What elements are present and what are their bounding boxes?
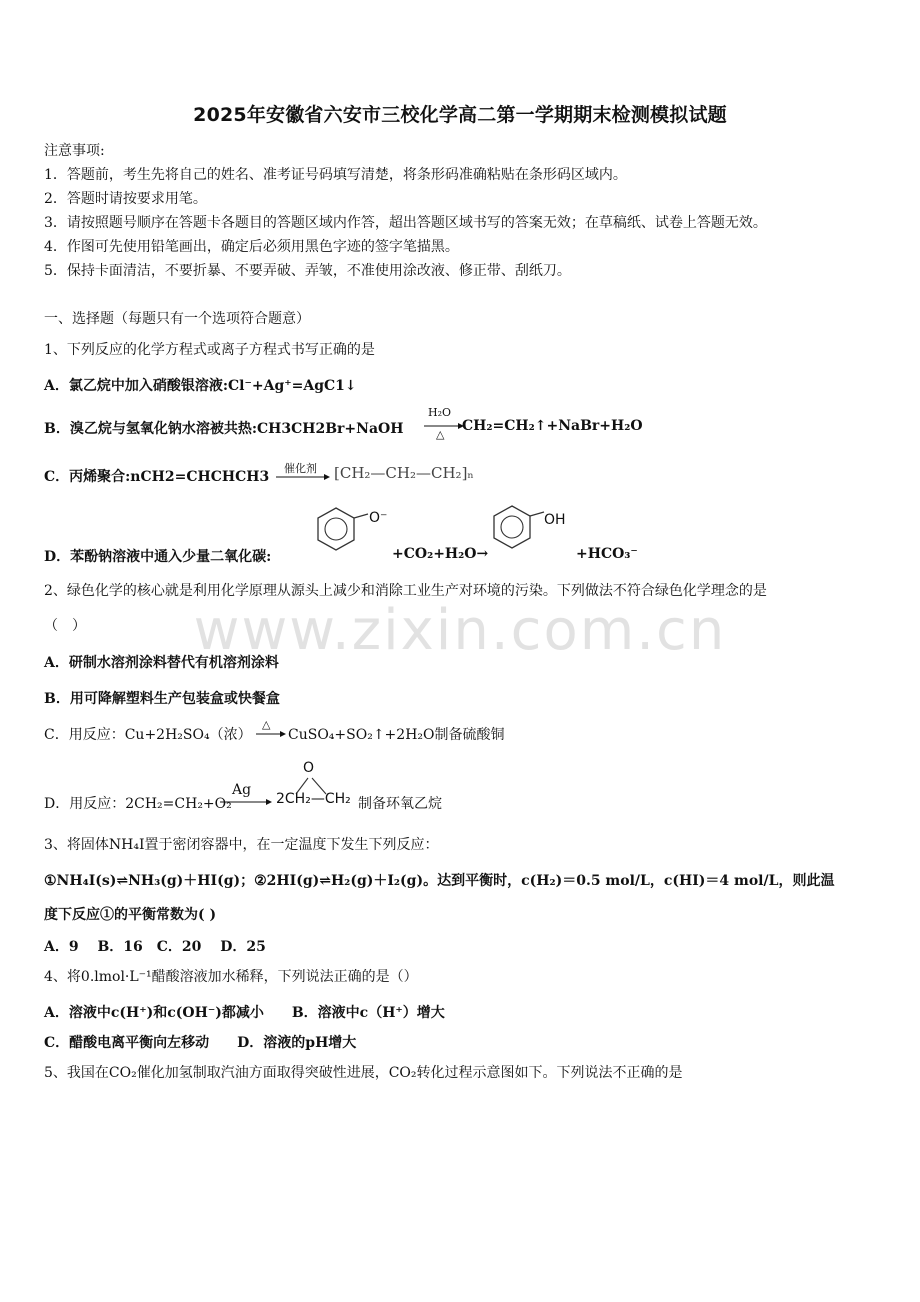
q1-option-d-right: +HCO₃⁻ — [576, 546, 638, 562]
notice-item-4: 4．作图可先使用铅笔画出，确定后必须用黑色字迹的签字笔描黑。 — [44, 239, 459, 255]
q2-option-c-left: C．用反应：Cu+2H₂SO₄（浓） — [44, 727, 252, 743]
q3-options: A．9 B．16 C．20 D．25 — [44, 939, 266, 955]
q4-options-ab: A．溶液中c(H⁺)和c(OH⁻)都减小 B．溶液中c（H⁺）增大 — [44, 1005, 445, 1021]
q1-b-condition-above: H₂O — [428, 406, 452, 419]
q3-equations: ①NH₄I(s)⇌NH₃(g)＋HI(g)；②2HI(g)⇌H₂(g)＋I₂(g)。达到平衡时，c(H₂)＝0.5 mol/L，c(HI)＝4 mol/L，则此温 — [44, 873, 835, 889]
q1-d-phenol-ring-icon — [488, 502, 548, 560]
page-title: 2025年安徽省六安市三校化学高二第一学期期末检测模拟试题 — [193, 104, 727, 126]
q2-option-c-right: CuSO₄+SO₂↑+2H₂O制备硫酸铜 — [288, 727, 505, 743]
q1-c-polymer: [CH₂—CH₂—CH₂]ₙ — [334, 464, 474, 482]
q1-option-b-left: B．溴乙烷与氢氧化钠水溶被共热:CH3CH2Br+NaOH — [44, 421, 404, 437]
notice-item-1: 1．答题前，考生先将自己的姓名、准考证号码填写清楚，将条形码准确粘贴在条形码区域内。 — [44, 167, 627, 183]
q1-d-o-minus: O⁻ — [369, 510, 388, 526]
q4-stem: 4、将0.lmol·L⁻¹醋酸溶液加水稀释，下列说法正确的是（） — [44, 969, 418, 985]
notice-heading: 注意事项: — [44, 143, 105, 159]
q1-option-a: A．氯乙烷中加入硝酸银溶液:Cl⁻+Ag⁺=AgC1↓ — [44, 378, 357, 394]
q1-option-c-left: C．丙烯聚合:nCH2=CHCHCH3 — [44, 469, 270, 485]
notice-item-3: 3．请按照题号顺序在答题卡各题目的答题区域内作答，超出答题区域书写的答案无效；在草稿纸、试卷上答题无效。 — [44, 215, 767, 231]
q2-stem: 2、绿色化学的核心就是利用化学原理从源头上减少和消除工业生产对环境的污染。下列做法不符合绿色化学理念的是 — [44, 583, 767, 599]
q2-option-d-right: 制备环氧乙烷 — [358, 796, 442, 812]
q2-c-arrow-icon — [256, 730, 286, 738]
q2-d-product: 2CH₂—CH₂ — [276, 791, 351, 807]
q2-c-condition: △ — [262, 718, 271, 731]
q1-option-d-mid: +CO₂+H₂O→ — [392, 546, 489, 562]
q1-option-b-right: CH₂=CH₂↑+NaBr+H₂O — [462, 418, 643, 434]
q2-option-a: A．研制水溶剂涂料替代有机溶剂涂料 — [44, 655, 279, 671]
section-heading: 一、选择题（每题只有一个选项符合题意） — [44, 311, 310, 327]
q2-d-epoxide-o: O — [303, 760, 315, 776]
q5-stem: 5、我国在CO₂催化加氢制取汽油方面取得突破性进展，CO₂转化过程示意图如下。下列说法不正确的是 — [44, 1065, 683, 1081]
notice-item-5: 5．保持卡面清洁，不要折暴、不要弄破、弄皱，不准使用涂改液、修正带、刮纸刀。 — [44, 263, 571, 279]
q1-option-d-left: D．苯酚钠溶液中通入少量二氧化碳: — [44, 549, 272, 565]
q3-question: 度下反应①的平衡常数为( ) — [44, 907, 217, 923]
watermark-text: www.zixin.com.cn — [193, 598, 727, 663]
q3-stem: 3、将固体NH₄I置于密闭容器中，在一定温度下发生下列反应： — [44, 837, 439, 853]
q1-d-oh: OH — [544, 512, 566, 528]
q1-stem: 1、下列反应的化学方程式或离子方程式书写正确的是 — [44, 342, 375, 358]
q1-c-catalyst: 催化剂 — [284, 462, 317, 475]
notice-item-2: 2．答题时请按要求用笔。 — [44, 191, 207, 207]
q2-option-b: B．用可降解塑料生产包装盒或快餐盒 — [44, 691, 280, 707]
q2-d-arrow-icon — [220, 798, 272, 806]
q1-b-condition-below: △ — [436, 428, 445, 441]
q4-options-cd: C．醋酸电离平衡向左移动 D．溶液的pH增大 — [44, 1035, 357, 1051]
q2-answer-blank: （ ） — [44, 618, 86, 634]
q2-option-d-left: D．用反应：2CH₂=CH₂+O₂ — [44, 796, 232, 812]
q2-d-catalyst: Ag — [232, 782, 252, 798]
q1-c-arrow-icon — [276, 473, 330, 481]
q1-d-phenoxide-ring-icon — [312, 504, 372, 562]
